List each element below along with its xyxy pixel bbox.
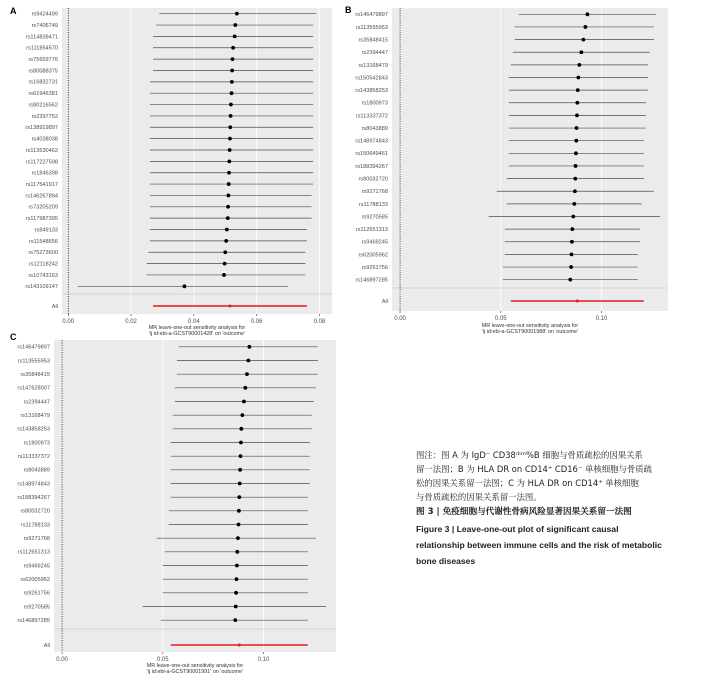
estimate-point [245,372,249,376]
x-axis-label-line: MR leave-one-out sensitivity analysis for [146,663,244,669]
estimate-point [239,441,243,445]
x-axis-label [149,325,246,337]
estimate-point [576,88,580,92]
estimate-point [234,605,238,609]
all-label: All [381,299,388,305]
snp-label: rs143109147 [25,284,58,291]
estimate-point [223,250,227,254]
snp-label: rs113530462 [25,147,58,154]
caption-title-en [416,521,716,569]
estimate-point [570,227,574,231]
snp-label: rs2394447 [23,399,50,406]
estimate-point [239,427,243,431]
estimate-point [223,262,227,266]
snp-label: rs12118242 [28,261,58,268]
estimate-point [235,550,239,554]
x-tick-label: 0.02 [125,319,137,325]
estimate-point [577,63,581,67]
snp-label: rs849133 [34,227,58,234]
snp-label: rs148974843 [355,138,388,145]
snp-label: rs80088375 [28,68,58,75]
snp-label: rs188394267 [355,163,388,170]
snp-label: rs112651313 [355,227,388,234]
estimate-point [239,454,243,458]
estimate-point [233,618,237,622]
x-axis-label-line: MR leave-one-out sensitivity analysis for [148,325,246,331]
estimate-point [226,216,230,220]
estimate-point [227,182,231,186]
estimate-point [238,468,242,472]
estimate-point [575,114,579,118]
estimate-point [236,536,240,540]
caption-title-en-line: relationship between immune cells and the risk of metabolic [416,540,662,550]
x-tick-label: 0.00 [56,657,68,663]
estimate-point [570,240,574,244]
snp-label: rs146897285 [17,618,50,625]
estimate-point [571,215,575,219]
snp-label: rs80032720 [358,176,388,183]
estimate-point [235,12,239,16]
plot-background [62,8,332,314]
snp-label: rs10743163 [28,272,58,279]
estimate-point [226,205,230,209]
estimate-point [586,12,590,16]
snp-label: rs113555953 [355,24,388,31]
snp-label: rs62005962 [20,577,50,584]
snp-label: rs7406749 [31,22,58,29]
snp-label: rs2397752 [31,113,58,120]
snp-label: rs35848415 [358,37,388,44]
estimate-point [228,148,232,152]
x-axis-label [147,663,244,675]
snp-label: rs13168479 [358,62,388,69]
estimate-point [234,591,238,595]
snp-label: rs113337372 [17,454,50,461]
snp-label: rs9271768 [361,189,388,196]
snp-label: rs80032720 [20,508,50,515]
snp-label: rs117987395 [25,216,58,223]
snp-label: rs61946381 [28,91,58,98]
snp-label: rs62005962 [358,252,388,259]
estimate-point [231,57,235,61]
estimate-point [574,164,578,168]
estimate-point [229,103,233,107]
estimate-point [572,202,576,206]
estimate-point [246,359,250,363]
snp-label: rs9469245 [23,563,50,570]
estimate-point [228,125,232,129]
estimate-point [584,25,588,29]
snp-label: rs113555953 [17,358,50,365]
x-tick-label: 0.10 [257,657,270,663]
estimate-point [579,50,583,54]
estimate-point [240,413,244,417]
x-tick-label: 0.04 [188,319,200,325]
snp-label: rs11788133 [358,201,388,208]
snp-label: rs143858253 [17,426,50,433]
snp-label: rs8043889 [23,467,50,474]
snp-label: rs150542843 [355,75,388,82]
snp-label: rs35848415 [20,372,50,379]
estimate-point [230,80,234,84]
caption-title-en-line: bone diseases [416,556,476,566]
forest-panel-a [10,6,332,337]
estimate-point [235,577,239,581]
caption-note-line: 松的因果关系留一法图；C 为 HLA DR on CD14⁺ 单核细胞 [416,478,639,488]
estimate-point [227,159,231,163]
snp-label: rs9261756 [361,264,388,271]
estimate-point [226,194,230,198]
snp-label: rs9270585 [361,214,388,221]
overall-estimate-point [576,300,579,303]
estimate-point [235,564,239,568]
x-tick-label: 0.05 [156,657,169,663]
estimate-point [222,273,226,277]
snp-label: rs146897285 [355,277,388,284]
snp-label: rs75273600 [28,250,58,257]
estimate-point [229,114,233,118]
estimate-point [224,239,228,243]
panel-label: B [345,5,352,15]
snp-label: rs188394267 [17,495,50,502]
snp-label: rs138919897 [25,125,58,132]
panel-label: C [10,332,17,342]
snp-label: rs4038038 [31,136,58,143]
estimate-point [242,400,246,404]
estimate-point [569,265,573,269]
plot-background [392,8,668,311]
estimate-point [581,38,585,42]
x-tick-label: 0.08 [313,319,326,325]
estimate-point [227,171,231,175]
estimate-point [574,151,578,155]
snp-label: rs9469245 [361,239,388,246]
snp-label: rs146479897 [355,12,388,19]
snp-label: rs9261756 [23,590,50,597]
estimate-point [570,253,574,257]
estimate-point [183,284,187,288]
all-label: All [51,304,58,310]
snp-label: rs2394447 [361,50,388,57]
x-axis-label-line: 'ij id:ebi-a-GCST90001991' on 'outcome' [146,669,244,676]
snp-label: rs1800973 [23,440,50,447]
estimate-point [237,509,241,513]
caption-note-line: 与骨质疏松的因果关系留一法图。 [416,492,542,502]
snp-label: rs9270585 [23,604,50,611]
x-tick-label: 0.10 [595,316,608,322]
forest-panel-b [345,5,668,335]
estimate-point [243,386,247,390]
snp-label: rs13168479 [20,413,50,420]
caption-note-line: 留一法图；B 为 HLA DR on CD14⁺ CD16⁻ 单核细胞与骨质疏 [416,464,652,474]
snp-label: rs11548656 [28,238,58,245]
snp-label: rs146479897 [17,344,50,351]
caption-title-cn: 图 3 | 免疫细胞与代谢性骨病风险显著因果关系留一法图 [416,507,632,517]
snp-label: rs11788133 [20,522,50,529]
snp-label: rs146267894 [25,193,58,200]
plot-background [54,340,336,652]
estimate-point [238,482,242,486]
snp-label: rs8043889 [361,125,388,132]
estimate-point [574,139,578,143]
caption-note [416,448,716,504]
snp-label: rs117227598 [25,159,58,166]
estimate-point [230,91,234,95]
estimate-point [231,46,235,50]
estimate-point [575,101,579,105]
snp-label: rs117541917 [25,181,58,188]
overall-estimate-point [228,305,231,308]
x-axis-label-line: 'ij id:ebi-a-GCST90001988' on 'outcome' [481,329,579,336]
estimate-point [568,278,572,282]
snp-label: rs148974843 [17,481,50,488]
x-tick-label: 0.00 [394,316,406,322]
estimate-point [575,126,579,130]
estimate-point [228,137,232,141]
caption-title-en-line: Figure 3 | Leave-one-out plot of significant causal [416,524,619,534]
estimate-point [237,495,241,499]
forest-panel-c [10,332,336,675]
snp-label: rs75659776 [28,57,58,64]
panel-label: A [10,6,17,16]
x-axis-label [482,323,579,335]
snp-label: rs80216562 [28,102,58,109]
overall-estimate-point [238,644,241,647]
snp-label: rs114839471 [25,34,58,41]
all-label: All [43,643,50,649]
snp-label: rs113337372 [355,113,388,120]
snp-label: rs150649461 [355,151,388,158]
estimate-point [576,76,580,80]
caption-note-line: 图注：图 A 为 IgD⁻ CD38ᵈⁱᵐ%B 细胞与骨质疏松的因果关系 [416,450,643,460]
snp-label: rs1846398 [31,170,58,177]
x-axis-label-line: MR leave-one-out sensitivity analysis for [481,323,579,329]
snp-label: rs147628007 [17,385,50,392]
snp-label: rs143858253 [355,88,388,95]
snp-label: rs9271768 [23,536,50,543]
snp-label: rs111854570 [26,45,58,52]
x-tick-label: 0.00 [62,319,75,325]
figure-caption [416,448,716,569]
snp-label: rs112651313 [17,549,50,556]
estimate-point [230,69,234,73]
snp-label: rs1800973 [361,100,388,107]
snp-label: rs16832731 [28,79,58,86]
estimate-point [233,23,237,27]
x-tick-label: 0.05 [494,316,507,322]
estimate-point [573,177,577,181]
x-tick-label: 0.06 [250,319,263,325]
estimate-point [233,35,237,39]
snp-label: rs73205209 [28,204,58,211]
x-axis-label-line: 'ij id:ebi-a-GCST90001428' on 'outcome' [148,331,246,338]
estimate-point [237,523,241,527]
estimate-point [225,228,229,232]
estimate-point [573,189,577,193]
estimate-point [247,345,251,349]
snp-label: rs9424499 [31,11,58,18]
